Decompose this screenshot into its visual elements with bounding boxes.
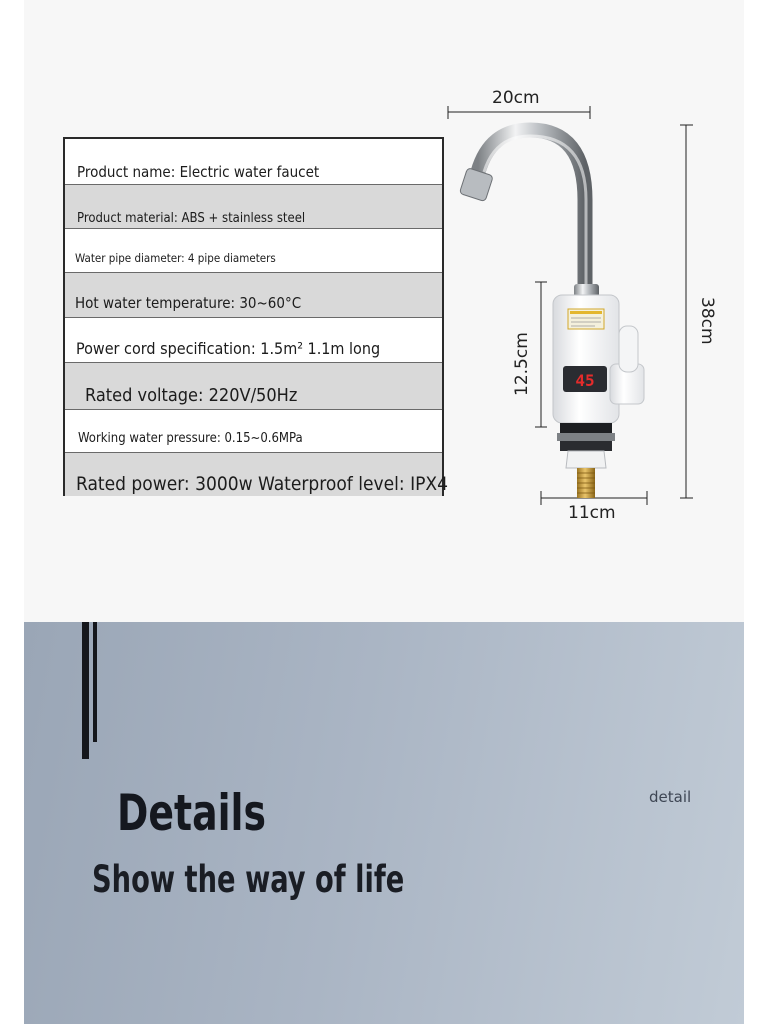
spout-nozzle (459, 168, 493, 202)
spec-text: Rated voltage: 220V/50Hz (85, 385, 298, 406)
dimension-height-body: 12.5cm (512, 332, 532, 396)
spec-row-product-name (65, 139, 442, 184)
spec-text: Rated power: 3000w Waterproof level: IPX4 (76, 473, 449, 495)
spec-text: Product material: ABS + stainless steel (77, 211, 306, 226)
decorative-bar (93, 622, 97, 742)
banner-subtitle: Show the way of life (92, 858, 405, 901)
decorative-bar (82, 622, 89, 759)
dimension-height-total: 38cm (697, 297, 717, 345)
spec-text: Power cord specification: 1.5m² 1.1m long (76, 339, 381, 358)
spec-text: Hot water temperature: 30~60°C (75, 294, 302, 312)
spec-row-voltage (65, 362, 442, 409)
spec-row-power-cord (65, 317, 442, 362)
faucet-diagram (440, 80, 720, 530)
spec-row-material (65, 184, 442, 228)
banner-tag: detail (649, 788, 692, 806)
spec-text: Working water pressure: 0.15~0.6MPa (78, 431, 303, 446)
spec-row-temperature (65, 272, 442, 317)
spec-row-pipe-diameter (65, 228, 442, 272)
display-reading: 45 (575, 371, 595, 390)
spec-text: Product name: Electric water faucet (77, 163, 320, 181)
banner-title: Details (117, 784, 266, 842)
details-banner (24, 622, 744, 1024)
spec-row-power-waterproof (65, 452, 449, 496)
dimension-width-top: 20cm (492, 88, 540, 108)
spec-table (63, 137, 449, 496)
spec-text: Water pipe diameter: 4 pipe diameters (75, 251, 276, 265)
spec-row-water-pressure (65, 409, 442, 452)
dimension-width-bottom: 11cm (568, 503, 616, 523)
